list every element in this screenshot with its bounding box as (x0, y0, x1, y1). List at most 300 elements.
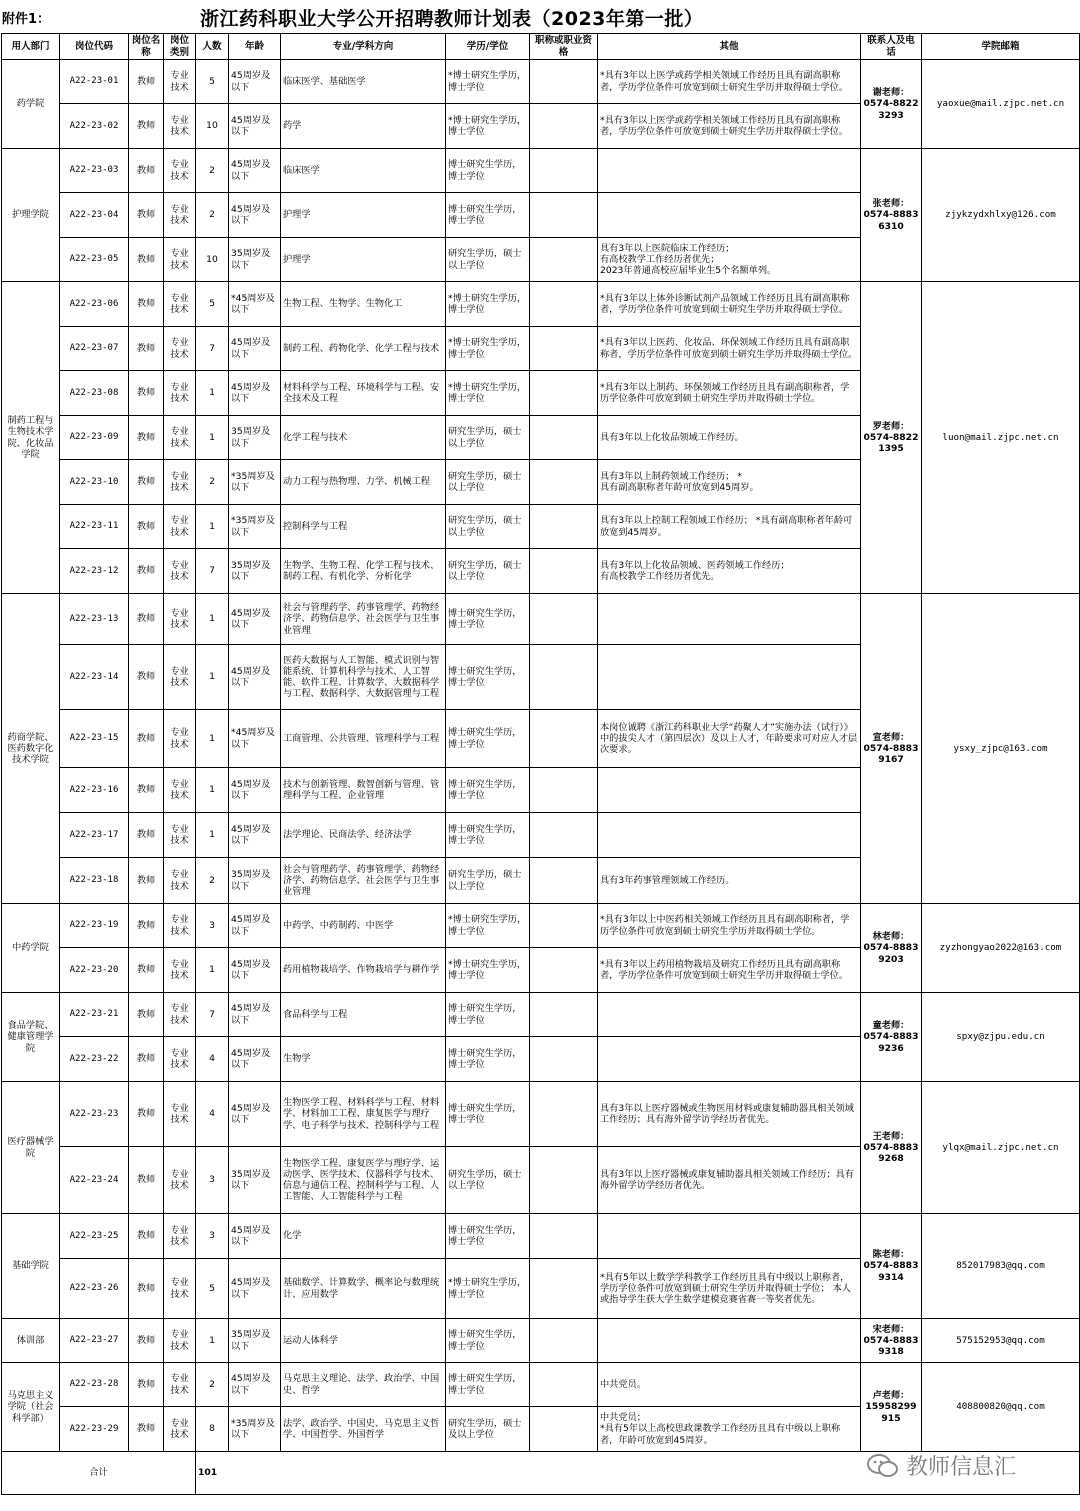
post-name: 教师 (129, 1407, 164, 1452)
table-row (2, 149, 1080, 193)
education-requirement: *博士研究生学历，博士学位 (446, 104, 530, 149)
post-name: 教师 (129, 904, 164, 948)
major-field: 社会与管理药学、药事管理学、药物经济学、药物信息学、社会医学与卫生事业管理 (281, 858, 446, 904)
headcount: 7 (196, 327, 229, 371)
contact-phone: 0574-88839203 (863, 942, 919, 965)
college-email: ysxy_zjpc@163.com (922, 594, 1080, 904)
post-category: 专业技术 (164, 1147, 196, 1214)
headcount: 3 (196, 1147, 229, 1214)
other-requirements (598, 193, 861, 238)
education-requirement: 博士研究生学历，博士学位 (446, 993, 530, 1037)
major-field: 生物医学工程、康复医学与理疗学、运动医学、医学技术、仪器科学与技术、信息与通信工程、控制科学与工程、人工智能、人工智能科学与工程 (281, 1147, 446, 1214)
qualification (530, 60, 598, 104)
table-row (2, 594, 1080, 645)
qualification (530, 594, 598, 645)
post-code: A22-23-03 (60, 149, 129, 193)
post-name: 教师 (129, 460, 164, 505)
table-row (2, 1082, 1080, 1147)
headcount: 8 (196, 1407, 229, 1452)
post-code: A22-23-14 (60, 645, 129, 710)
qualification (530, 149, 598, 193)
post-code: A22-23-28 (60, 1363, 129, 1407)
other-requirements: 具有3年以上化妆品领域、医药领域工作经历； 有高校教学工作经历者优先。 (598, 549, 861, 594)
post-code: A22-23-25 (60, 1214, 129, 1259)
contact-name: 罗老师： (872, 420, 910, 432)
post-category: 专业技术 (164, 1363, 196, 1407)
post-code: A22-23-12 (60, 549, 129, 594)
headcount: 4 (196, 1037, 229, 1082)
qualification (530, 768, 598, 813)
headcount: 1 (196, 948, 229, 993)
college-email: zjykzydxhlxy@126.com (922, 149, 1080, 282)
age-requirement: 35周岁及以下 (229, 1319, 281, 1363)
recruitment-table (1, 33, 1080, 1495)
post-name: 教师 (129, 1319, 164, 1363)
post-category: 专业技术 (164, 549, 196, 594)
contact-name: 谢老师： (872, 87, 910, 99)
major-field: 食品科学与工程 (281, 993, 446, 1037)
header-code: 岗位代码 (60, 34, 129, 60)
dept-cell: 医疗器械学院 (2, 1082, 60, 1214)
header-education: 学历/学位 (446, 34, 530, 60)
age-requirement: 45周岁及以下 (229, 60, 281, 104)
age-requirement: 45周岁及以下 (229, 768, 281, 813)
post-name: 教师 (129, 948, 164, 993)
qualification (530, 1214, 598, 1259)
college-email: spxy@zjpu.edu.cn (922, 993, 1080, 1082)
post-name: 教师 (129, 238, 164, 282)
post-category: 专业技术 (164, 149, 196, 193)
qualification (530, 1319, 598, 1363)
education-requirement: 博士研究生学历，博士学位 (446, 1037, 530, 1082)
contact-phone: 15958299915 (865, 1401, 917, 1424)
header-post-category: 岗位类别 (164, 34, 196, 60)
table-row (2, 1214, 1080, 1259)
education-requirement: 博士研究生学历，博士学位 (446, 193, 530, 238)
education-requirement: 博士研究生学历，博士学位 (446, 1082, 530, 1147)
post-category: 专业技术 (164, 460, 196, 505)
post-code: A22-23-18 (60, 858, 129, 904)
education-requirement: 博士研究生学历，博士学位 (446, 1319, 530, 1363)
dept-cell: 基础学院 (2, 1214, 60, 1319)
education-requirement: *博士研究生学历，博士学位 (446, 371, 530, 416)
major-field: 生物学 (281, 1037, 446, 1082)
major-field: 控制科学与工程 (281, 505, 446, 549)
contact-cell (861, 1319, 922, 1363)
post-category: 专业技术 (164, 594, 196, 645)
header-qualification: 职称或职业资格 (530, 34, 598, 60)
education-requirement: 研究生学历，硕士以上学位 (446, 549, 530, 594)
contact-cell (861, 1214, 922, 1319)
major-field: 法学、政治学、中国史、马克思主义哲学、中国哲学、外国哲学 (281, 1407, 446, 1452)
contact-phone: 0574-88839268 (863, 1141, 919, 1165)
contact-phone: 0574-88839318 (863, 1334, 919, 1358)
post-name: 教师 (129, 60, 164, 104)
major-field: 马克思主义理论、法学、政治学、中国史、哲学 (281, 1363, 446, 1407)
header-contact: 联系人及电话 (861, 34, 922, 60)
major-field: 技术与创新管理、数智创新与管理、管理科学与工程、企业管理 (281, 768, 446, 813)
contact-cell (861, 60, 922, 149)
college-email: 408800820@qq.com (922, 1363, 1080, 1452)
post-code: A22-23-13 (60, 594, 129, 645)
education-requirement: *博士研究生学历，博士学位 (446, 1259, 530, 1319)
headcount: 3 (196, 904, 229, 948)
qualification (530, 549, 598, 594)
headcount: 1 (196, 505, 229, 549)
headcount: 1 (196, 645, 229, 710)
other-requirements: 具有3年以上医疗器械或生物医用材料或康复辅助器具相关领域工作经历；具有海外留学访学经历者优先。 (598, 1082, 861, 1147)
page-title: 浙江药科职业大学公开招聘教师计划表（2023年第一批） (200, 8, 704, 30)
age-requirement: *35周岁及以下 (229, 460, 281, 505)
post-category: 专业技术 (164, 904, 196, 948)
headcount: 1 (196, 710, 229, 768)
headcount: 5 (196, 60, 229, 104)
post-category: 专业技术 (164, 282, 196, 327)
college-email: zyzhongyao2022@163.com (922, 904, 1080, 993)
qualification (530, 993, 598, 1037)
contact-phone: 0574-88221395 (863, 431, 919, 455)
contact-phone: 0574-88839314 (863, 1260, 919, 1283)
contact-phone: 0574-88839236 (863, 1031, 919, 1054)
college-email: luon@mail.zjpc.net.cn (922, 282, 1080, 594)
contact-name: 卢老师： (872, 1390, 910, 1402)
post-category: 专业技术 (164, 1259, 196, 1319)
headcount: 1 (196, 416, 229, 460)
dept-cell: 马克思主义学院（社会科学部） (2, 1363, 60, 1452)
other-requirements: *具有3年以上医学或药学相关领域工作经历且具有副高职称者，学历学位条件可放宽到硕士研究生学历并取得硕士学位。 (598, 104, 861, 149)
major-field: 护理学 (281, 238, 446, 282)
major-field: 基础数学、计算数学、概率论与数理统计、应用数学 (281, 1259, 446, 1319)
post-code: A22-23-11 (60, 505, 129, 549)
post-category: 专业技术 (164, 104, 196, 149)
contact-cell (861, 904, 922, 993)
dept-cell: 食品学院、健康管理学院 (2, 993, 60, 1082)
other-requirements: *具有3年以上药用植物栽培及研究工作经历且具有副高职称者，学历学位条件可放宽到硕士研究生学历并取得硕士学位。 (598, 948, 861, 993)
headcount: 1 (196, 768, 229, 813)
education-requirement: 研究生学历，硕士以上学位 (446, 460, 530, 505)
post-category: 专业技术 (164, 1037, 196, 1082)
post-category: 专业技术 (164, 858, 196, 904)
contact-name: 宣老师： (872, 731, 910, 743)
post-name: 教师 (129, 282, 164, 327)
major-field: 生物医学工程、材料科学与工程、材料学、材料加工工程、康复医学与理疗学、电子科学与技术、控制科学与工程 (281, 1082, 446, 1147)
post-category: 专业技术 (164, 768, 196, 813)
other-requirements: 具有3年以上化妆品领域工作经历。 (598, 416, 861, 460)
college-email: yaoxue@mail.zjpc.net.cn (922, 60, 1080, 149)
qualification (530, 645, 598, 710)
contact-cell (861, 594, 922, 904)
age-requirement: 45周岁及以下 (229, 193, 281, 238)
contact-cell (861, 1082, 922, 1214)
post-name: 教师 (129, 505, 164, 549)
post-category: 专业技术 (164, 505, 196, 549)
other-requirements: 具有3年以上控制工程领域工作经历； *具有副高职称者年龄可放宽到45周岁。 (598, 505, 861, 549)
post-code: A22-23-02 (60, 104, 129, 149)
post-code: A22-23-24 (60, 1147, 129, 1214)
qualification (530, 104, 598, 149)
headcount: 1 (196, 813, 229, 858)
education-requirement: 博士研究生学历，博士学位 (446, 710, 530, 768)
post-category: 专业技术 (164, 371, 196, 416)
education-requirement: 研究生学历，硕士以上学位 (446, 505, 530, 549)
age-requirement: 45周岁及以下 (229, 149, 281, 193)
wechat-icon (866, 1453, 900, 1479)
qualification (530, 1082, 598, 1147)
other-requirements: *具有3年以上制药、环保领域工作经历且具有副高职称者，学历学位条件可放宽到硕士研究生学历并取得硕士学位。 (598, 371, 861, 416)
education-requirement: 博士研究生学历，博士学位 (446, 594, 530, 645)
post-name: 教师 (129, 104, 164, 149)
college-email: 852017983@qq.com (922, 1214, 1080, 1319)
post-category: 专业技术 (164, 193, 196, 238)
post-code: A22-23-17 (60, 813, 129, 858)
other-requirements: 中共党员。 (598, 1363, 861, 1407)
total-value: 101 (196, 1452, 1080, 1495)
post-code: A22-23-09 (60, 416, 129, 460)
college-email: ylqx@mail.zjpc.net.cn (922, 1082, 1080, 1214)
post-name: 教师 (129, 1082, 164, 1147)
major-field: 生物工程、生物学、生物化工 (281, 282, 446, 327)
qualification (530, 505, 598, 549)
age-requirement: 45周岁及以下 (229, 327, 281, 371)
age-requirement: 45周岁及以下 (229, 948, 281, 993)
major-field: 材料科学与工程、环境科学与工程、安全技术及工程 (281, 371, 446, 416)
qualification (530, 416, 598, 460)
age-requirement: 45周岁及以下 (229, 1363, 281, 1407)
post-category: 专业技术 (164, 813, 196, 858)
qualification (530, 327, 598, 371)
qualification (530, 1407, 598, 1452)
qualification (530, 1147, 598, 1214)
headcount: 4 (196, 1082, 229, 1147)
other-requirements (598, 768, 861, 813)
major-field: 社会与管理药学、药事管理学、药物经济学、药物信息学、社会医学与卫生事业管理 (281, 594, 446, 645)
dept-cell: 制药工程与生物技术学院、化妆品学院 (2, 282, 60, 594)
other-requirements: 具有3年药事管理领域工作经历。 (598, 858, 861, 904)
headcount: 3 (196, 1214, 229, 1259)
post-code: A22-23-26 (60, 1259, 129, 1319)
qualification (530, 1259, 598, 1319)
headcount: 2 (196, 460, 229, 505)
post-category: 专业技术 (164, 327, 196, 371)
headcount: 1 (196, 594, 229, 645)
post-code: A22-23-27 (60, 1319, 129, 1363)
watermark-text: 教师信息汇 (906, 1455, 1017, 1480)
contact-cell (861, 149, 922, 282)
other-requirements (598, 1319, 861, 1363)
age-requirement: 35周岁及以下 (229, 1147, 281, 1214)
post-name: 教师 (129, 1147, 164, 1214)
post-category: 专业技术 (164, 948, 196, 993)
age-requirement: 45周岁及以下 (229, 904, 281, 948)
qualification (530, 238, 598, 282)
age-requirement: 35周岁及以下 (229, 238, 281, 282)
qualification (530, 858, 598, 904)
other-requirements (598, 1214, 861, 1259)
contact-name: 陈老师： (872, 1249, 910, 1261)
post-name: 教师 (129, 1037, 164, 1082)
major-field: 运动人体科学 (281, 1319, 446, 1363)
dept-cell: 药学院 (2, 60, 60, 149)
other-requirements: *具有3年以上医药、化妆品、环保领域工作经历且具有副高职称者，学历学位条件可放宽到硕士研究生学历并取得硕士学位。 (598, 327, 861, 371)
contact-name: 张老师： (872, 198, 910, 210)
other-requirements (598, 594, 861, 645)
contact-cell (861, 993, 922, 1082)
post-code: A22-23-07 (60, 327, 129, 371)
education-requirement: 研究生学历，硕士以上学位 (446, 858, 530, 904)
major-field: 生物学、生物工程、化学工程与技术、制药工程、有机化学、分析化学 (281, 549, 446, 594)
post-name: 教师 (129, 416, 164, 460)
headcount: 2 (196, 858, 229, 904)
major-field: 临床医学、基础医学 (281, 60, 446, 104)
major-field: 药用植物栽培学、作物栽培学与耕作学 (281, 948, 446, 993)
post-code: A22-23-23 (60, 1082, 129, 1147)
age-requirement: 35周岁及以下 (229, 416, 281, 460)
headcount: 5 (196, 1259, 229, 1319)
headcount: 2 (196, 1363, 229, 1407)
post-code: A22-23-21 (60, 993, 129, 1037)
age-requirement: *45周岁及以下 (229, 282, 281, 327)
post-category: 专业技术 (164, 645, 196, 710)
post-name: 教师 (129, 1259, 164, 1319)
dept-cell: 体训部 (2, 1319, 60, 1363)
contact-phone: 0574-88836310 (863, 209, 919, 232)
table-row (2, 282, 1080, 327)
other-requirements: 中共党员； *具有5年以上高校思政课教学工作经历且具有中级以上职称者，年龄可放宽到45周岁。 (598, 1407, 861, 1452)
dept-cell: 中药学院 (2, 904, 60, 993)
age-requirement: 45周岁及以下 (229, 371, 281, 416)
qualification (530, 460, 598, 505)
headcount: 5 (196, 282, 229, 327)
age-requirement: *45周岁及以下 (229, 710, 281, 768)
education-requirement: 研究生学历，硕士以上学位 (446, 238, 530, 282)
age-requirement: 45周岁及以下 (229, 1082, 281, 1147)
contact-name: 宋老师： (872, 1323, 910, 1335)
other-requirements: *具有3年以上中医药相关领域工作经历且具有副高职称者，学历学位条件可放宽到硕士研究生学历并取得硕士学位。 (598, 904, 861, 948)
education-requirement: 博士研究生学历，博士学位 (446, 813, 530, 858)
headcount: 2 (196, 149, 229, 193)
other-requirements: 具有3年以上医院临床工作经历； 有高校教学工作经历者优先； 2023年普通高校应届毕业生5个名额单列。 (598, 238, 861, 282)
education-requirement: 研究生学历，硕士以上学位 (446, 416, 530, 460)
dept-cell: 护理学院 (2, 149, 60, 282)
headcount: 10 (196, 238, 229, 282)
education-requirement: 博士研究生学历，博士学位 (446, 1363, 530, 1407)
education-requirement: *博士研究生学历，博士学位 (446, 948, 530, 993)
post-name: 教师 (129, 371, 164, 416)
contact-name: 王老师： (872, 1130, 910, 1142)
education-requirement: 博士研究生学历，博士学位 (446, 149, 530, 193)
post-name: 教师 (129, 549, 164, 594)
header-email: 学院邮箱 (922, 34, 1080, 60)
post-category: 专业技术 (164, 710, 196, 768)
age-requirement: 45周岁及以下 (229, 1214, 281, 1259)
other-requirements: 具有3年以上医疗器械或康复辅助器具相关领域工作经历；具有海外留学访学经历者优先。 (598, 1147, 861, 1214)
other-requirements: *具有3年以上体外诊断试剂产品领域工作经历且具有副高职称者，学历学位条件可放宽到硕士研究生学历并取得硕士学位。 (598, 282, 861, 327)
post-name: 教师 (129, 1214, 164, 1259)
major-field: 化学工程与技术 (281, 416, 446, 460)
post-name: 教师 (129, 858, 164, 904)
post-code: A22-23-10 (60, 460, 129, 505)
education-requirement: 博士研究生学历，博士学位 (446, 645, 530, 710)
other-requirements (598, 813, 861, 858)
header-age: 年龄 (229, 34, 281, 60)
total-label: 合计 (2, 1452, 196, 1495)
age-requirement: 35周岁及以下 (229, 549, 281, 594)
post-category: 专业技术 (164, 1214, 196, 1259)
post-category: 专业技术 (164, 60, 196, 104)
post-code: A22-23-04 (60, 193, 129, 238)
qualification (530, 948, 598, 993)
contact-name: 童老师： (872, 1020, 910, 1032)
major-field: 医药大数据与人工智能、模式识别与智能系统、计算机科学与技术、人工智能、软件工程、计算数学、大数据科学与工程、数据科学、大数据管理与工程 (281, 645, 446, 710)
table-row (2, 1363, 1080, 1407)
post-name: 教师 (129, 645, 164, 710)
college-email: 575152953@qq.com (922, 1319, 1080, 1363)
post-code: A22-23-19 (60, 904, 129, 948)
other-requirements (598, 149, 861, 193)
post-code: A22-23-20 (60, 948, 129, 993)
attachment-label: 附件1： (2, 12, 51, 27)
header-other: 其他 (598, 34, 861, 60)
header-dept: 用人部门 (2, 34, 60, 60)
post-code: A22-23-06 (60, 282, 129, 327)
qualification (530, 1363, 598, 1407)
age-requirement: 35周岁及以下 (229, 858, 281, 904)
headcount: 7 (196, 993, 229, 1037)
contact-name: 林老师： (872, 931, 910, 943)
other-requirements: *具有3年以上医学或药学相关领域工作经历且具有副高职称者，学历学位条件可放宽到硕士研究生学历并取得硕士学位。 (598, 60, 861, 104)
age-requirement: 45周岁及以下 (229, 104, 281, 149)
age-requirement: 45周岁及以下 (229, 645, 281, 710)
other-requirements (598, 1037, 861, 1082)
major-field: 药学 (281, 104, 446, 149)
education-requirement: *博士研究生学历，博士学位 (446, 282, 530, 327)
major-field: 法学理论、民商法学、经济法学 (281, 813, 446, 858)
qualification (530, 904, 598, 948)
post-category: 专业技术 (164, 993, 196, 1037)
qualification (530, 710, 598, 768)
dept-cell: 药商学院、医药数字化技术学院 (2, 594, 60, 904)
contact-phone: 0574-88223293 (863, 98, 919, 121)
qualification (530, 813, 598, 858)
post-category: 专业技术 (164, 1407, 196, 1452)
qualification (530, 1037, 598, 1082)
major-field: 护理学 (281, 193, 446, 238)
header-count: 人数 (196, 34, 229, 60)
table-row (2, 993, 1080, 1037)
post-name: 教师 (129, 594, 164, 645)
post-code: A22-23-29 (60, 1407, 129, 1452)
qualification (530, 193, 598, 238)
other-requirements: *具有5年以上数学学科教学工作经历且具有中级以上职称者，学历学位条件可放宽到硕士研究生学历并取得硕士学位； 本人或指导学生获大学生数学建模竞赛省赛一等奖者优先。 (598, 1259, 861, 1319)
headcount: 1 (196, 1319, 229, 1363)
post-name: 教师 (129, 710, 164, 768)
major-field: 制药工程、药物化学、化学工程与技术 (281, 327, 446, 371)
table-row (2, 60, 1080, 104)
post-code: A22-23-08 (60, 371, 129, 416)
education-requirement: 博士研究生学历，博士学位 (446, 768, 530, 813)
education-requirement: *博士研究生学历，博士学位 (446, 60, 530, 104)
header-post-name: 岗位名称 (129, 34, 164, 60)
contact-cell (861, 282, 922, 594)
headcount: 7 (196, 549, 229, 594)
post-name: 教师 (129, 1363, 164, 1407)
header-major: 专业/学科方向 (281, 34, 446, 60)
post-category: 专业技术 (164, 1319, 196, 1363)
headcount: 2 (196, 193, 229, 238)
other-requirements: 具有3年以上制药领域工作经历； * 具有副高职称者年龄可放宽到45周岁。 (598, 460, 861, 505)
post-name: 教师 (129, 149, 164, 193)
post-name: 教师 (129, 813, 164, 858)
